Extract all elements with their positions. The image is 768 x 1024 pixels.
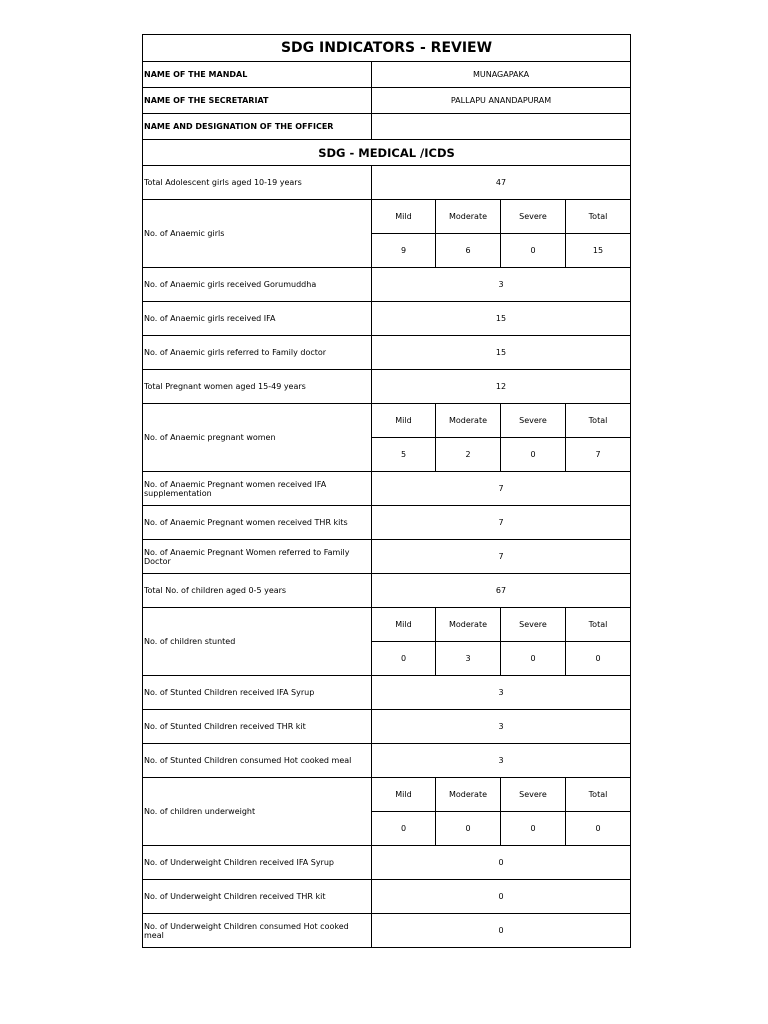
mandal-label: NAME OF THE MANDAL (143, 62, 372, 88)
severity-value: 7 (566, 438, 631, 472)
severity-header: Moderate (436, 608, 501, 642)
severity-header: Moderate (436, 778, 501, 812)
severity-value: 0 (372, 642, 436, 676)
severity-header: Severe (501, 404, 566, 438)
indicator-row (143, 302, 631, 336)
officer-row (143, 114, 631, 140)
indicator-label: No. of Anaemic girls received IFA (143, 302, 372, 336)
indicator-row (143, 846, 631, 880)
severity-header: Moderate (436, 404, 501, 438)
indicator-row (143, 472, 631, 506)
indicator-row (143, 540, 631, 574)
indicator-label: No. of Stunted Children consumed Hot cooked meal (143, 744, 372, 778)
indicator-split-row (143, 608, 631, 642)
sdg-review-table (142, 34, 631, 948)
indicator-label: No. of children underweight (143, 778, 372, 846)
indicator-label: No. of Anaemic girls received Gorumuddha (143, 268, 372, 302)
indicator-value: 3 (372, 268, 631, 302)
indicator-row (143, 744, 631, 778)
severity-value: 0 (501, 812, 566, 846)
indicator-row (143, 710, 631, 744)
indicator-value: 3 (372, 710, 631, 744)
severity-header: Total (566, 404, 631, 438)
mandal-value: MUNAGAPAKA (372, 62, 631, 88)
severity-value: 0 (372, 812, 436, 846)
indicator-row (143, 880, 631, 914)
severity-header: Severe (501, 778, 566, 812)
severity-value: 0 (566, 812, 631, 846)
severity-header: Total (566, 200, 631, 234)
indicator-value: 7 (372, 472, 631, 506)
officer-value (372, 114, 631, 140)
severity-header: Total (566, 608, 631, 642)
severity-header: Mild (372, 200, 436, 234)
indicator-value: 15 (372, 302, 631, 336)
severity-value: 9 (372, 234, 436, 268)
indicator-value: 0 (372, 914, 631, 948)
severity-value: 0 (436, 812, 501, 846)
indicator-row (143, 268, 631, 302)
section-title: SDG - MEDICAL /ICDS (143, 140, 631, 166)
severity-value: 3 (436, 642, 501, 676)
title-row (143, 35, 631, 62)
severity-value: 6 (436, 234, 501, 268)
indicator-value: 47 (372, 166, 631, 200)
severity-value: 2 (436, 438, 501, 472)
severity-value: 15 (566, 234, 631, 268)
page-title: SDG INDICATORS - REVIEW (143, 35, 631, 62)
secretariat-row (143, 88, 631, 114)
severity-header: Moderate (436, 200, 501, 234)
indicator-value: 0 (372, 846, 631, 880)
indicator-split-row (143, 404, 631, 438)
severity-header: Mild (372, 404, 436, 438)
indicator-label: No. of Anaemic pregnant women (143, 404, 372, 472)
indicator-label: No. of Stunted Children received THR kit (143, 710, 372, 744)
indicator-value: 12 (372, 370, 631, 404)
severity-value: 0 (501, 438, 566, 472)
indicator-label: No. of Anaemic girls (143, 200, 372, 268)
severity-value: 0 (566, 642, 631, 676)
indicator-row (143, 370, 631, 404)
sdg-review-sheet (142, 34, 630, 948)
section-title-row (143, 140, 631, 166)
indicator-row (143, 506, 631, 540)
indicator-value: 3 (372, 744, 631, 778)
indicator-row (143, 676, 631, 710)
mandal-row (143, 62, 631, 88)
severity-header: Mild (372, 608, 436, 642)
indicator-label: No. of Anaemic girls referred to Family doctor (143, 336, 372, 370)
indicator-label: No. of Anaemic Pregnant women received IFA supplementation (143, 472, 372, 506)
indicator-label: No. of Anaemic Pregnant women received THR kits (143, 506, 372, 540)
severity-value: 0 (501, 642, 566, 676)
indicator-split-row (143, 778, 631, 812)
indicator-row (143, 914, 631, 948)
severity-value: 5 (372, 438, 436, 472)
indicator-value: 7 (372, 540, 631, 574)
severity-value: 0 (501, 234, 566, 268)
indicator-label: No. of Anaemic Pregnant Women referred to Family Doctor (143, 540, 372, 574)
indicator-label: No. of Underweight Children received IFA Syrup (143, 846, 372, 880)
indicator-label: No. of Underweight Children consumed Hot cooked meal (143, 914, 372, 948)
table-body (143, 35, 631, 948)
indicator-label: No. of Stunted Children received IFA Syrup (143, 676, 372, 710)
indicator-label: No. of children stunted (143, 608, 372, 676)
indicator-value: 0 (372, 880, 631, 914)
indicator-label: Total Pregnant women aged 15-49 years (143, 370, 372, 404)
indicator-value: 67 (372, 574, 631, 608)
indicator-row (143, 166, 631, 200)
severity-header: Total (566, 778, 631, 812)
indicator-row (143, 336, 631, 370)
severity-header: Severe (501, 200, 566, 234)
indicator-value: 3 (372, 676, 631, 710)
indicator-split-row (143, 200, 631, 234)
officer-label: NAME AND DESIGNATION OF THE OFFICER (143, 114, 372, 140)
indicator-label: Total Adolescent girls aged 10-19 years (143, 166, 372, 200)
severity-header: Severe (501, 608, 566, 642)
secretariat-value: PALLAPU ANANDAPURAM (372, 88, 631, 114)
indicator-value: 7 (372, 506, 631, 540)
severity-header: Mild (372, 778, 436, 812)
indicator-label: Total No. of children aged 0-5 years (143, 574, 372, 608)
indicator-value: 15 (372, 336, 631, 370)
indicator-row (143, 574, 631, 608)
indicator-label: No. of Underweight Children received THR kit (143, 880, 372, 914)
secretariat-label: NAME OF THE SECRETARIAT (143, 88, 372, 114)
